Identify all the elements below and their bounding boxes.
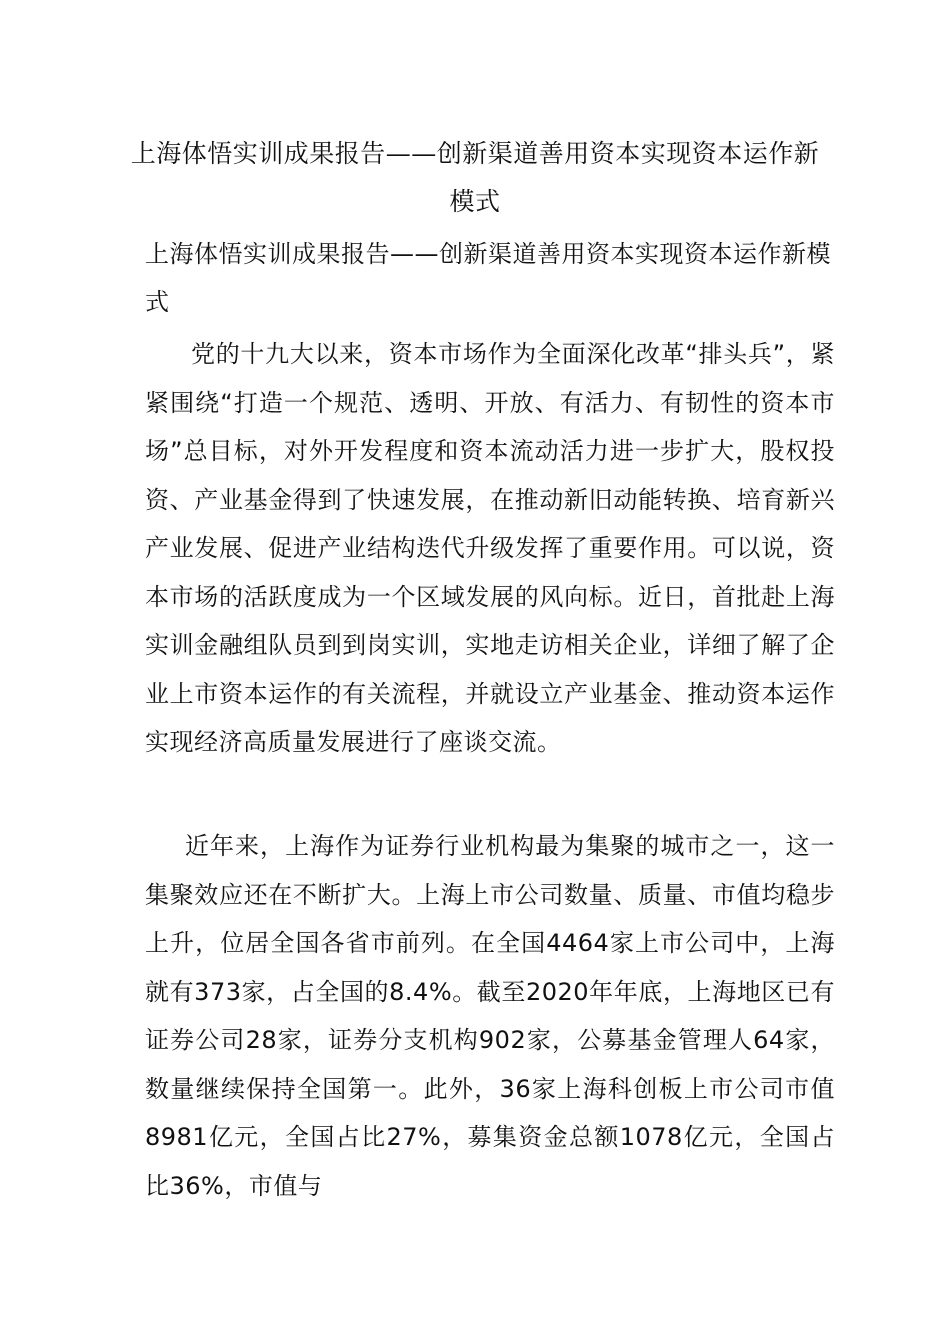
body-paragraph: 党的十九大以来，资本市场作为全面深化改革“排头兵”，紧紧围绕“打造一个规范、透明、开放、有活力、有韧性的资本市场”总目标，对外开发程度和资本流动活力进一步扩大，股权投资、产业基金得到了快速发展，在推动新旧动能转换、培育新兴产业发展、促进产业结构迭代升级发挥了重要作用。可以说，资本市场的活跃度成为一个区域发展的风向标。近日，首批赴上海实训金融组队员到到岗实训，实地走访相关企业，详细了解了企业上市资本运作的有关流程，并就设立产业基金、推动资本运作实现经济高质量发展进行了座谈交流。	[145, 340, 835, 756]
document-title: 上海体悟实训成果报告——创新渠道善用资本实现资本运作新模式	[130, 139, 820, 216]
body-paragraph: 近年来，上海作为证券行业机构最为集聚的城市之一，这一集聚效应还在不断扩大。上海上市公司数量、质量、市值均稳步上升，位居全国各省市前列。在全国4464家上市公司中，上海就有373家，占全国的8.4%。截至2020年年底，上海地区已有证券公司28家，证券分支机构902家，公募基金管理人64家，数量继续保持全国第一。此外，36家上海科创板上市公司市值8981亿元，全国占比27%，募集资金总额1078亿元，全国占比36%，市值与	[145, 832, 835, 1200]
document-subtitle: 上海体悟实训成果报告——创新渠道善用资本实现资本运作新模式	[145, 240, 831, 316]
